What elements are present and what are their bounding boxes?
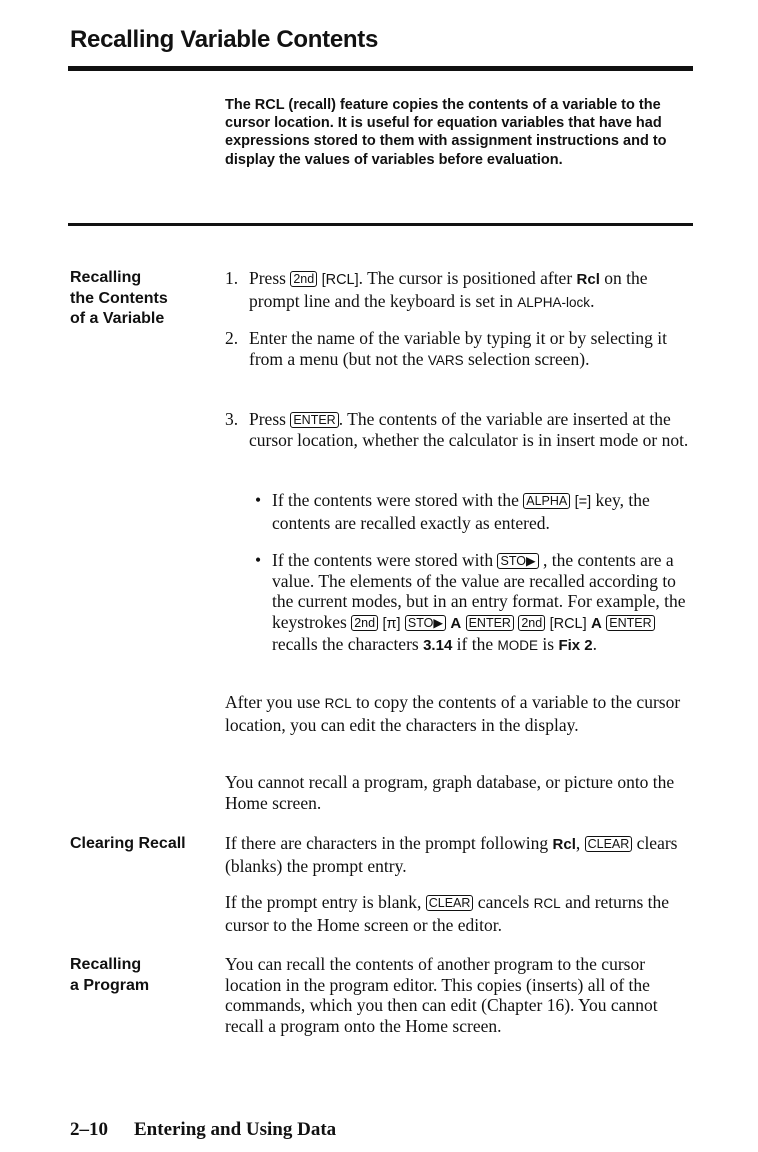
step-2 xyxy=(225,328,695,371)
text: selection screen). xyxy=(468,348,590,369)
paragraph-clear-prompt xyxy=(225,833,695,876)
variable-a: A xyxy=(591,614,602,632)
rcl-prompt: Rcl xyxy=(552,836,576,853)
rcl-label: RCL xyxy=(533,896,561,911)
paragraph-recall-program: You can recall the contents of another program to the cursor location in the program editor. This copies (inserts) all of the commands, which you then can edit (Chapter 16). You cannot recall a program onto the Home screen. xyxy=(225,954,658,1036)
step-number: 1. xyxy=(225,268,239,288)
side-heading-recall-program xyxy=(70,955,149,996)
menu-equals: [=] xyxy=(574,494,592,510)
mode-label: MODE xyxy=(497,638,538,653)
text: on the prompt line and the keyboard is set in xyxy=(249,268,648,311)
menu-rcl: [RCL] xyxy=(549,615,587,632)
text: . xyxy=(590,290,595,311)
top-rule xyxy=(68,66,693,71)
bullet-alpha-equals xyxy=(255,490,695,533)
key-clear: CLEAR xyxy=(426,895,474,911)
key-enter: ENTER xyxy=(290,412,338,428)
key-enter: ENTER xyxy=(606,615,654,631)
value-3-14: 3.14 xyxy=(423,637,453,654)
text: If there are characters in the prompt following xyxy=(225,833,549,853)
text: Enter the name of the variable by typing it or by selecting it from a menu (but not the xyxy=(249,328,667,369)
key-clear: CLEAR xyxy=(585,836,633,852)
variable-a: A xyxy=(450,614,462,632)
key-sto: STO▶ xyxy=(405,615,446,631)
text: . The contents of the variable are inserted at the cursor location, whether the calculator is in insert mode or not. xyxy=(249,409,689,450)
text: After you use xyxy=(225,692,321,712)
bullet-dot: • xyxy=(255,550,262,570)
step-1 xyxy=(225,268,695,313)
page-number: 2–10 xyxy=(70,1119,108,1140)
menu-pi: [π] xyxy=(382,615,401,632)
key-2nd: 2nd xyxy=(290,271,317,287)
step-number: 3. xyxy=(225,409,239,429)
vars-label: VARS xyxy=(427,352,464,368)
text: recalls the characters xyxy=(272,634,419,654)
side-heading-clearing-recall: Clearing Recall xyxy=(70,835,186,852)
heading-line: Recalling xyxy=(70,956,142,973)
key-2nd: 2nd xyxy=(351,615,378,631)
text: to copy the contents of a variable to the cursor location, you can edit the characters in the display. xyxy=(225,692,681,735)
bullet-dot: • xyxy=(255,490,262,510)
rcl-label: RCL xyxy=(324,696,352,711)
alpha-lock-label: ALPHA-lock xyxy=(517,294,591,310)
text: . xyxy=(592,634,597,654)
step-number: 2. xyxy=(225,328,239,348)
key-alpha: ALPHA xyxy=(523,493,570,509)
heading-line: Recalling xyxy=(70,269,142,286)
rcl-prompt: Rcl xyxy=(576,271,600,288)
text: if the xyxy=(456,634,494,654)
paragraph-cannot-recall: You cannot recall a program, graph database, or picture onto the Home screen. xyxy=(225,772,675,813)
text: If the contents were stored with the xyxy=(272,490,519,510)
heading-line: of a Variable xyxy=(70,310,165,327)
text: key, the contents are recalled exactly as entered. xyxy=(272,490,650,533)
paragraph-edit-after-rcl xyxy=(225,692,695,735)
menu-rcl: [RCL] xyxy=(321,272,359,288)
text: . The cursor is positioned after xyxy=(358,268,573,288)
section-rule xyxy=(68,223,693,226)
text: Press xyxy=(249,268,286,288)
step-3 xyxy=(225,409,695,450)
text: If the contents were stored with xyxy=(272,550,494,570)
bullet-sto xyxy=(255,550,695,657)
heading-line: a Program xyxy=(70,976,150,994)
text: , xyxy=(575,833,581,853)
chapter-title: Entering and Using Data xyxy=(134,1119,337,1140)
paragraph-cancel-rcl xyxy=(225,892,695,935)
side-heading-recall-contents xyxy=(70,268,168,330)
text: clears (blanks) the prompt entry. xyxy=(225,833,678,876)
fix-2: Fix 2 xyxy=(558,637,593,654)
heading-line: the Contents xyxy=(70,289,168,307)
text: and returns the cursor to the Home screen or the editor. xyxy=(225,892,670,935)
text: is xyxy=(542,634,555,654)
key-sto: STO▶ xyxy=(497,553,538,569)
text: Press xyxy=(249,409,286,429)
text: cancels xyxy=(477,892,530,912)
key-2nd: 2nd xyxy=(518,615,545,631)
text: If the prompt entry is blank, xyxy=(225,892,422,912)
page-title: Recalling Variable Contents xyxy=(70,26,378,53)
key-enter: ENTER xyxy=(466,615,514,631)
intro-paragraph: The RCL (recall) feature copies the contents of a variable to the cursor location. It is useful for equation variables that have had expressions stored to them with assignment instructions and to display the values of variables before evaluation. xyxy=(225,97,667,168)
text: , the contents are a value. The elements of the value are recalled according to the current modes, but in an entry format. For example, the keystrokes xyxy=(272,550,686,632)
page-footer xyxy=(70,1119,336,1141)
